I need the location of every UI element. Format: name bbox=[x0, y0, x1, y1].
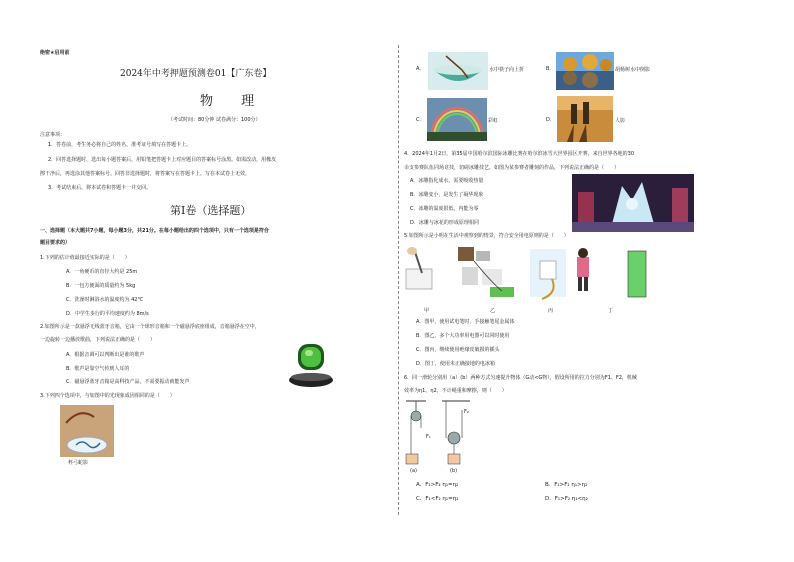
q3-option-text: 胡杨树水中倒影 bbox=[615, 67, 651, 73]
tree-reflection-image bbox=[556, 52, 614, 90]
rainbow-image bbox=[427, 98, 487, 141]
question-4-option: C．冰雕的温度很低，内能为零 bbox=[410, 206, 479, 212]
question-4-stem: 余支参赛队伍同场竞技，切磋冰雕技艺。如图为某参赛者雕刻的作品，下列说法正确的是（ ） bbox=[404, 165, 620, 171]
question-6-option: C．F₁<F₂ η₁=η₂ bbox=[416, 496, 459, 502]
question-6-option: B．F₁>F₂ η₁>η₂ bbox=[545, 482, 588, 488]
question-2-stem: 一边旋转一边播放歌曲，下列说法正确的是（ ） bbox=[40, 337, 156, 343]
question-6-option: A．F₁>F₂ η₁=η₂ bbox=[416, 482, 459, 488]
bow-snake-image bbox=[60, 405, 114, 457]
pulley-diagram bbox=[402, 398, 482, 466]
question-5-option: C．图丙，继续使用绝缘皮破损的插头 bbox=[416, 347, 500, 353]
force-label: F₁ bbox=[426, 434, 431, 440]
section-title: 第Ⅰ卷（选择题） bbox=[170, 204, 252, 217]
page-divider bbox=[398, 45, 399, 515]
figure-label: 甲 bbox=[424, 308, 430, 314]
question-6-option: D．F₁>F₂ η₁<η₂ bbox=[545, 496, 588, 502]
q3-option-label: C． bbox=[416, 117, 425, 123]
figure-caption: 杯弓蛇影 bbox=[68, 460, 89, 466]
question-3-stem: 3.下列四个选项中，与如图中的光现象成因相同的是（ ） bbox=[40, 393, 175, 399]
q3-option-label: A． bbox=[416, 66, 425, 72]
question-2-option: C．磁悬浮蓝牙音箱是高科技产品，不需要振动就能发声 bbox=[66, 379, 190, 385]
question-1-option: A．一角硬币的直径大约是 25m bbox=[66, 269, 138, 275]
question-4-stem: 4．2024年1月2日，第35届中国哈尔滨国际冰雕比赛在哈尔滨冰雪大世界园区开赛，来自世界各地的30 bbox=[404, 151, 634, 157]
notes-heading: 注意事项： bbox=[40, 132, 66, 138]
safety-scenes-image bbox=[402, 243, 652, 303]
question-4-option: A．冰雕指化成水，需要吸收热量 bbox=[410, 178, 484, 184]
question-4-option: B．冰雕变小，是发生了凝华现象 bbox=[410, 192, 484, 198]
chopsticks-in-water-image bbox=[428, 52, 488, 90]
question-4-option: D．冰雕与冰花的形成原理相同 bbox=[410, 220, 479, 226]
figure-label: 乙 bbox=[490, 308, 496, 314]
section-instruction: 一、选择题（本大题共7小题，每小题3分，共21分。在每小题给出的四个选项中，只有一个选项是符合 bbox=[40, 228, 269, 234]
q3-option-text: 水中筷子向上折 bbox=[489, 67, 525, 73]
question-5-option: B．图乙，多个大功率用电器可以同时使用 bbox=[416, 333, 510, 339]
subject-title: 物 理 bbox=[200, 94, 267, 109]
q3-option-label: D． bbox=[546, 117, 555, 123]
levitating-speaker-image bbox=[286, 340, 336, 390]
question-2-option: B．歌声是靠空气传到人耳的 bbox=[66, 366, 130, 372]
section-instruction: 题目要求的） bbox=[40, 240, 71, 246]
question-2-stem: 2.如图所示是一款悬浮无线蓝牙音箱，它由一个球形音箱和一个磁悬浮底座组成，音箱悬浮在空中， bbox=[40, 324, 260, 330]
q3-option-label: B． bbox=[546, 66, 555, 72]
question-1-stem: 1.下列的估计值最接近实际的是（ ） bbox=[40, 255, 130, 261]
exam-title: 2024年中考押题预测卷01【广东卷】 bbox=[120, 69, 272, 79]
figure-label: (b) bbox=[450, 468, 458, 474]
q3-option-text: 彩虹 bbox=[488, 118, 499, 124]
note-item: 2．回答选择题时，选出每小题答案后，用铅笔把答题卡上对应题目的答案标号涂黑。如需改动，用橡皮 bbox=[48, 157, 277, 163]
figure-label: (a) bbox=[410, 468, 417, 474]
question-5-option: A．图甲，使用试电笔时，手接触笔尾金属体 bbox=[416, 319, 515, 325]
question-1-option: C．洗澡时淋浴水的温度约为 42℃ bbox=[66, 297, 144, 303]
confidential-label: 绝密★启用前 bbox=[40, 50, 70, 56]
human-shadow-image bbox=[557, 96, 613, 142]
note-item: 1．答卷前，考生务必将自己的姓名、准考证号填写在答题卡上。 bbox=[48, 142, 192, 148]
ice-sculpture-image bbox=[572, 174, 694, 232]
question-6-stem: 6．同一滑轮分别用（a）(b）两种方式匀速提升物体（G动<G物），假设所用的拉力分别为F1、F2，机械 bbox=[404, 375, 637, 381]
question-6-stem: 效率为η1、η2，不计绳重和摩擦，则（ ） bbox=[404, 388, 507, 394]
question-1-option: B．一包方便面的质量约为 5kg bbox=[66, 283, 136, 289]
figure-label: 丙 bbox=[548, 308, 554, 314]
question-2-option: A．根据音调可以判断出是谁的歌声 bbox=[66, 352, 145, 358]
note-item: 3．考试结束后，将本试卷和答题卡一并交回。 bbox=[48, 185, 152, 191]
figure-label: 丁 bbox=[608, 308, 614, 314]
q3-option-text: 人影 bbox=[615, 118, 626, 124]
force-label: F₂ bbox=[464, 409, 469, 415]
question-1-option: D．中学生步行的平均速度约为 8m/s bbox=[66, 311, 149, 317]
note-item: 擦干净后，再选涂其他答案标号。回答非选择题时，将答案写在答题卡上。写在本试卷上无效。 bbox=[40, 171, 251, 177]
question-5-stem: 5.如图所示是小明在生活中观察到的情景，符合安全用电原则的是（ ） bbox=[404, 233, 569, 239]
exam-info: （考试时间：80分钟 试卷满分：100分） bbox=[168, 117, 261, 123]
question-5-option: D．图丁，使用未正确接地的电冰箱 bbox=[416, 361, 495, 367]
